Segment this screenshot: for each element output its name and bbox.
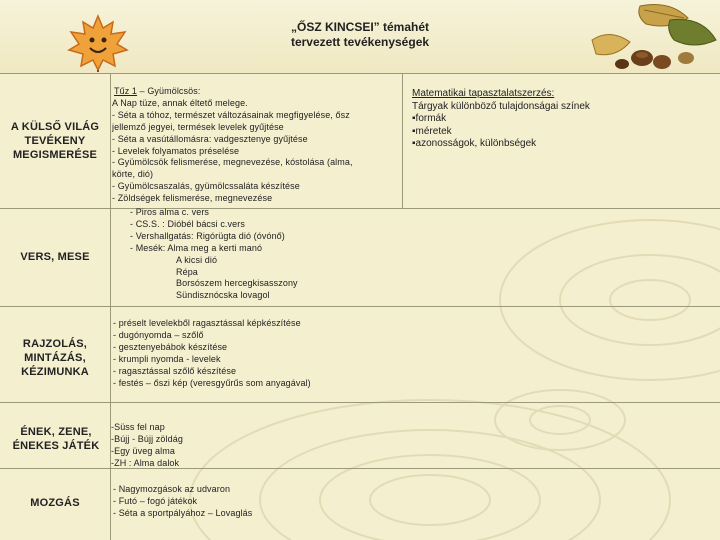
content-line: Répa xyxy=(176,266,198,277)
heading-underlined: Tűz 1 xyxy=(114,86,138,96)
section-heading xyxy=(112,86,353,98)
label-line: KÉZIMUNKA xyxy=(21,366,89,378)
row-label-kulso-vilag xyxy=(0,120,110,162)
content-line: - Séta a vasútállomásra: vadgesztenye gyűjtése xyxy=(112,133,308,144)
label-line: ÉNEKES JÁTÉK xyxy=(12,440,100,452)
content-line: Sündisznócska lovagol xyxy=(176,290,270,301)
content-line: jellemző jegyei, termések levelek gyűjtése xyxy=(112,121,284,132)
content-line: - préselt levelekből ragasztással képkészítése xyxy=(113,318,301,328)
row-content-mozgas xyxy=(113,484,252,520)
content-line: - CS.S. : Dióbél bácsi c.vers xyxy=(130,218,245,229)
row-label-mozgas xyxy=(0,496,110,510)
content-line: A kicsi dió xyxy=(176,254,218,265)
label-line: MOZGÁS xyxy=(30,497,80,509)
content-line: - Séta a tóhoz, természet változásainak megfigyelése, ősz xyxy=(112,109,350,120)
content-line: -Egy üveg alma xyxy=(111,445,175,456)
content-line: - Futó – fogó játékok xyxy=(113,495,198,506)
row-content-kulso-vilag xyxy=(112,86,353,205)
row-label-vers-mese xyxy=(0,250,110,264)
content-line: - Nagymozgások az udvaron xyxy=(113,484,231,494)
label-line: VERS, MESE xyxy=(20,251,90,263)
content-line: - festés – őszi kép (veresgyűrűs som anyagával) xyxy=(113,377,311,388)
content-line: - Zöldségek felismerése, megnevezése xyxy=(112,193,273,204)
content-line: - Vershallgatás: Rigórügta dió (óvónő) xyxy=(130,230,285,241)
divider-math-column xyxy=(402,73,403,208)
content-line: A Nap tüze, annak éltető melege. xyxy=(112,97,248,108)
label-line: RAJZOLÁS, xyxy=(22,338,88,350)
math-bullet: ▪azonosságok, különbségek xyxy=(412,138,537,149)
row-content-enek-zene xyxy=(111,422,183,470)
content-line: körte, dió) xyxy=(112,169,154,180)
content-line: - Séta a sportpályához – Lovaglás xyxy=(113,507,253,518)
label-line: TEVÉKENY xyxy=(24,135,86,147)
math-box xyxy=(412,88,590,151)
content-line: - gesztenyebábok készítése xyxy=(113,341,228,352)
row-label-enek-zene xyxy=(0,425,112,453)
autumn-leaves-and-nuts-icon xyxy=(570,0,720,72)
content-line: -Bújj - Bújj zöldág xyxy=(111,433,183,444)
row-label-rajzolas xyxy=(0,337,110,379)
content-line: - Piros alma c. vers xyxy=(130,207,210,217)
divider-row-1 xyxy=(0,208,720,209)
label-line: ÉNEK, ZENE, xyxy=(20,426,92,438)
content-line: - Mesék: Alma meg a kerti manó xyxy=(130,242,263,253)
content-line: - ragasztással szőlő készítése xyxy=(113,365,237,376)
page-title xyxy=(200,20,520,50)
title-line-2: tervezett tevékenységek xyxy=(290,35,430,49)
heading-rest: – Gyümölcsös: xyxy=(137,86,201,96)
math-bullet: ▪méretek xyxy=(412,125,452,137)
row-content-rajzolas xyxy=(113,318,311,389)
label-line: MINTÁZÁS, xyxy=(24,352,86,364)
content-line: Borsószem hercegkisasszony xyxy=(176,278,298,289)
math-intro: Tárgyak különböző tulajdonságai színek xyxy=(412,100,590,112)
label-line: MEGISMERÉSE xyxy=(12,149,98,161)
content-line: - Gyümölcsök felismerése, megnevezése, kóstolása (alma, xyxy=(112,157,353,168)
smiling-maple-leaf-icon xyxy=(63,12,133,72)
content-line: - krumpli nyomda - levelek xyxy=(113,353,221,364)
math-heading: Matematikai tapasztalatszerzés: xyxy=(412,88,555,99)
content-line: -Süss fel nap xyxy=(111,422,165,432)
label-line: A KÜLSŐ VILÁG xyxy=(10,121,100,133)
divider-row-3 xyxy=(0,402,720,403)
content-line: - dugónyomda – szőlő xyxy=(113,329,204,340)
math-bullet: ▪formák xyxy=(412,113,447,124)
content-line: -ZH : Alma dalok xyxy=(111,457,180,468)
divider-row-2 xyxy=(0,306,720,307)
row-content-vers-mese xyxy=(130,207,298,302)
divider-row-4 xyxy=(0,468,720,469)
content-line: - Levelek folyamatos préselése xyxy=(112,145,240,156)
content-line: - Gyümölcsaszalás, gyümölcssaláta készítése xyxy=(112,181,300,192)
title-line-1: „ŐSZ KINCSEI” témahét xyxy=(290,20,430,34)
